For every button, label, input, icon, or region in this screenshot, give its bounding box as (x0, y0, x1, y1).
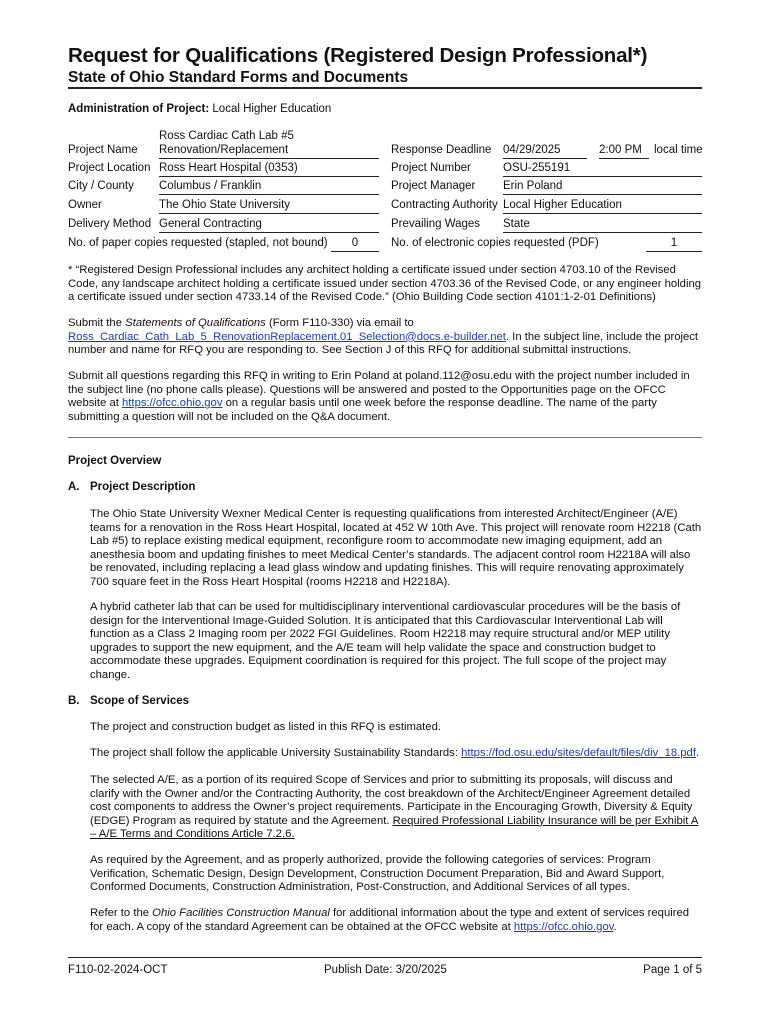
scope-paragraph-1: The project and construction budget as listed in this RFQ is estimated. (90, 721, 442, 733)
administration-line (68, 103, 331, 115)
local-time-label: local time (654, 144, 703, 156)
paper-copies-label: No. of paper copies requested (stapled, not bound) (68, 237, 328, 249)
sustainability-standards-link[interactable]: https://fod.osu.edu/sites/default/files/div_18.pdf (461, 747, 696, 759)
paper-copies-value: 0 (331, 236, 379, 252)
admin-value: Local Higher Education (212, 103, 332, 115)
scope-p2-text: The project shall follow the applicable University Sustainability Standards: (90, 747, 462, 759)
project-name-line2: Renovation/Replacement (159, 143, 379, 159)
submit-text-mid: (Form F110-330) via email to (265, 317, 414, 329)
response-deadline-time: 2:00 PM (599, 143, 649, 159)
response-deadline-date: 04/29/2025 (503, 143, 587, 159)
response-deadline-label: Response Deadline (391, 144, 492, 156)
insurance-requirement-text: Required Professional Liability Insurance will be per Exhibit A – A/E Terms and Conditions Article 7.2.6. (90, 814, 699, 841)
submit-text-italic: Statements of Qualifications (125, 317, 266, 329)
prevailing-wages-value: State (503, 217, 702, 233)
publish-date: Publish Date: 3/20/2025 (324, 964, 447, 976)
ofcc-agreement-link[interactable]: https://ofcc.ohio.gov (513, 920, 614, 933)
city-county-value: Columbus / Franklin (159, 179, 379, 195)
owner-label: Owner (68, 199, 102, 211)
scope-p2-end: . (695, 747, 700, 759)
footnote-definition: * “Registered Design Professional includes any architect holding a certificate issued under section 4703.10 of the Revised Code, any landscape architect holding a certificate issued under section 4703.36 of the Revised Code, or any engineer holding a certificate issued under section 4733.14 of the Revised Code.” (Ohio Building Code section 4101:1-2-01 Definitions) (68, 264, 702, 304)
ofcc-website-link[interactable]: https://ofcc.ohio.gov (122, 397, 223, 410)
page-number: Page 1 of 5 (643, 964, 702, 976)
submit-text-post: . In the subject line, include the project number and name for RFQ you are responding to. See Section J of this RFQ for additional submittal instructions. (68, 330, 699, 357)
project-number-value: OSU-255191 (503, 161, 702, 177)
submission-email-link[interactable]: Ross_Cardiac_Cath_Lab_5_RenovationReplacement.01_Selection@docs.e-builder.net (68, 330, 506, 343)
project-manager-label: Project Manager (391, 180, 476, 192)
electronic-copies-label: No. of electronic copies requested (PDF) (391, 237, 599, 249)
section-b-letter: B. (68, 695, 80, 707)
project-location-label: Project Location (68, 162, 151, 174)
owner-value: The Ohio State University (159, 198, 379, 214)
delivery-method-value: General Contracting (159, 217, 379, 233)
project-number-label: Project Number (391, 162, 471, 174)
project-name-line1: Ross Cardiac Cath Lab #5 (159, 130, 294, 142)
prevailing-wages-label: Prevailing Wages (391, 218, 481, 230)
section-a-letter: A. (68, 481, 80, 493)
questions-text-post: on a regular basis until one week before the response deadline. The name of the party submitting a question will not be included on the Q&A document. (68, 397, 657, 423)
questions-instructions (68, 370, 702, 424)
electronic-copies-value: 1 (646, 236, 702, 252)
delivery-method-label: Delivery Method (68, 218, 152, 230)
project-description-paragraph-2: A hybrid catheter lab that can be used for multidisciplinary interventional cardiovascular procedures will be the basis of design for the Interventional Image-Guided Solution. It is anticipated that this Cardiovascular Interventional Lab will function as a Class 2 Imaging room per 2022 FGI Guidelines. Room H2218 may require structural and/or MEP utility upgrades to support the new equipment, and the A/E team will help validate the space and construction budget to accommodate these upgrades. Equipment coordination is required for this project. The full scope of the project may change. (90, 601, 681, 681)
footer-divider (68, 957, 702, 958)
section-divider (68, 437, 702, 438)
scope-paragraph-3 (90, 774, 702, 842)
project-manager-value: Erin Poland (503, 179, 702, 195)
submit-instructions (68, 317, 702, 358)
scope-paragraph-4: As required by the Agreement, and as properly authorized, provide the following categories of services: Program Verification, Schematic Design, Design Development, Construction Document Preparation, Bid and Award Support, Conformed Documents, Construction Administration, Post-Construction, and Additional Services of all types. (90, 854, 665, 894)
section-b-title: Scope of Services (90, 695, 190, 707)
city-county-label: City / County (68, 180, 134, 192)
construction-manual-title: Ohio Facilities Construction Manual (152, 907, 330, 919)
contracting-authority-value: Local Higher Education (503, 198, 702, 214)
scope-p5-mid: for additional information about the type and extent of services required for each. A copy of the standard Agreement can be obtained at the OFCC website at (90, 907, 690, 933)
questions-text-pre: Submit all questions regarding this RFQ in writing to Erin Poland at poland.112@osu.edu with the project number included in the subject line (no phone calls please). Questions will be answered and posted to the Opportunities page on the OFCC website at (68, 370, 690, 410)
scope-p3-text: The selected A/E, as a portion of its required Scope of Services and prior to submitting its proposals, will discuss and clarify with the Owner and/or the Contracting Authority, the cost breakdown of the Architect/Engineer Agreement detailed cost components to address the Owner’s project requirements. Participate in the Encouraging Growth, Diversity & Equity (EDGE) Program as required by statute and the Agreement. (90, 774, 693, 827)
form-id: F110-02-2024-OCT (68, 964, 168, 976)
scope-paragraph-2 (90, 747, 702, 761)
title-divider (68, 87, 702, 89)
project-location-value: Ross Heart Hospital (0353) (159, 161, 379, 177)
scope-paragraph-5 (90, 907, 702, 934)
scope-p5-pre: Refer to the (90, 907, 153, 919)
project-name-label: Project Name (68, 144, 138, 156)
admin-label: Administration of Project: (68, 103, 210, 115)
project-description-paragraph-1: The Ohio State University Wexner Medical Center is requesting qualifications from interested Architect/Engineer (A/E) teams for a renovation in the Ross Heart Hospital, located at 452 W 10th Ave. This project will renovate room H2218 (Cath Lab #5) to replace existing medical equipment, reconfigure room to accommodate new imaging equipment, add an anesthesia boom and updating finishes to meet Medical Center’s standards. The adjacent control room H2218A will also be renovated, including replacing a lead glass window and updating finishes. This will require renovating approximately 700 square feet in the Ross Heart Hospital (rooms H2218 and H2218A). (90, 508, 702, 588)
submit-text-pre: Submit the (68, 317, 126, 329)
page-subtitle: State of Ohio Standard Forms and Documents (68, 69, 409, 86)
contracting-authority-label: Contracting Authority (391, 199, 498, 211)
page-title: Request for Qualifications (Registered Design Professional*) (68, 44, 648, 67)
section-a-title: Project Description (90, 481, 196, 493)
scope-p5-end: . (613, 920, 617, 933)
project-overview-heading: Project Overview (68, 455, 162, 467)
